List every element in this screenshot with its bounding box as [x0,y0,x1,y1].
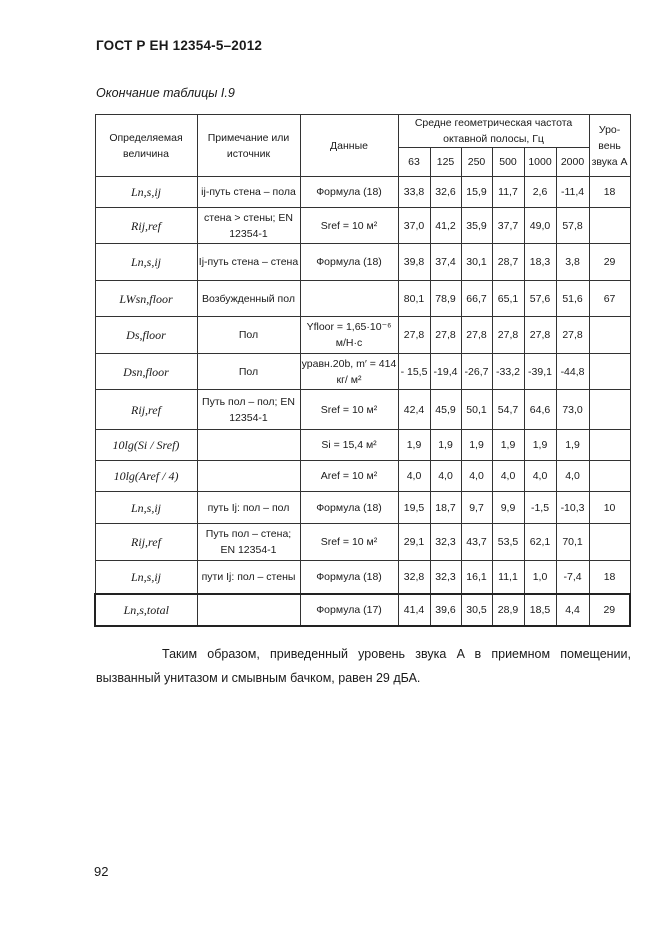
cell-value: 51,6 [556,281,589,317]
cell-level [589,524,630,561]
cell-value: 45,9 [430,390,461,430]
cell-value: 37,0 [398,208,430,244]
cell-value: 27,8 [430,317,461,354]
cell-quantity-symbol: LWsn,floor [95,281,197,317]
cell-quantity-symbol: Ln,s,ij [95,492,197,524]
cell-value: 41,2 [430,208,461,244]
table-row [95,594,630,626]
cell-level [589,354,630,390]
header-freq: 125 [430,148,461,177]
cell-value: -7,4 [556,561,589,594]
cell-value: 4,4 [556,594,589,626]
cell-quantity-symbol: 10lg(Si / Sref) [95,430,197,461]
cell-level [589,461,630,492]
table-caption: Окончание таблицы I.9 [96,86,235,100]
cell-value: -44,8 [556,354,589,390]
cell-level: 29 [589,244,630,281]
header-freq: 500 [492,148,524,177]
table-row [95,390,630,430]
cell-level [589,208,630,244]
cell-value: 2,6 [524,177,556,208]
cell-note: Путь пол – стена; EN 12354-1 [197,524,300,561]
cell-value: 37,4 [430,244,461,281]
cell-data: Формула (18) [300,561,398,594]
table-row [95,561,630,594]
cell-value: 57,8 [556,208,589,244]
cell-value: 30,1 [461,244,492,281]
cell-data: Формула (17) [300,594,398,626]
cell-value: 27,8 [492,317,524,354]
cell-note: Пол [197,317,300,354]
cell-level: 18 [589,561,630,594]
table-row [95,492,630,524]
table-row [95,244,630,281]
cell-quantity-symbol: 10lg(Aref / 4) [95,461,197,492]
table-row [95,430,630,461]
cell-note: Возбужденный пол [197,281,300,317]
cell-value: 54,7 [492,390,524,430]
cell-level: 10 [589,492,630,524]
header-note: Примечание или источник [197,115,300,177]
cell-note: Пол [197,354,300,390]
header-level: Уро-вень звука A [589,115,630,177]
cell-value: 1,9 [398,430,430,461]
cell-value: -39,1 [524,354,556,390]
cell-level: 67 [589,281,630,317]
cell-note: Ij-путь стена – стена [197,244,300,281]
cell-quantity-symbol: Ln,s,ij [95,177,197,208]
cell-value: 27,8 [524,317,556,354]
cell-value: 29,1 [398,524,430,561]
document-code: ГОСТ Р ЕН 12354-5–2012 [96,38,263,53]
table-row [95,524,630,561]
cell-quantity-symbol: Ln,s,ij [95,244,197,281]
cell-value: 78,9 [430,281,461,317]
cell-data [300,281,398,317]
cell-value: -19,4 [430,354,461,390]
cell-value: -11,4 [556,177,589,208]
cell-value: 65,1 [492,281,524,317]
cell-value: 1,0 [524,561,556,594]
header-freq: 2000 [556,148,589,177]
cell-quantity-symbol: Rij,ref [95,524,197,561]
cell-value: -1,5 [524,492,556,524]
cell-value: 43,7 [461,524,492,561]
cell-value: 80,1 [398,281,430,317]
cell-value: 64,6 [524,390,556,430]
cell-value: 27,8 [461,317,492,354]
cell-value: 70,1 [556,524,589,561]
cell-value: 16,1 [461,561,492,594]
cell-value: - 15,5 [398,354,430,390]
cell-value: 18,3 [524,244,556,281]
cell-value: 9,9 [492,492,524,524]
cell-value: 53,5 [492,524,524,561]
cell-value: 35,9 [461,208,492,244]
table-row [95,461,630,492]
cell-level: 29 [589,594,630,626]
cell-level: 18 [589,177,630,208]
cell-value: 57,6 [524,281,556,317]
cell-value: 33,8 [398,177,430,208]
cell-value: 39,8 [398,244,430,281]
table-row [95,354,630,390]
data-table [94,114,631,627]
cell-note: стена > стены; EN 12354-1 [197,208,300,244]
cell-value: -10,3 [556,492,589,524]
cell-quantity-symbol: Rij,ref [95,208,197,244]
cell-note [197,430,300,461]
cell-value: 73,0 [556,390,589,430]
cell-value: 3,8 [556,244,589,281]
cell-note [197,461,300,492]
cell-data: Si = 15,4 м² [300,430,398,461]
cell-value: 32,3 [430,561,461,594]
cell-value: 4,0 [461,461,492,492]
cell-value: 42,4 [398,390,430,430]
cell-value: 32,6 [430,177,461,208]
cell-value: 62,1 [524,524,556,561]
table-row [95,177,630,208]
cell-note: пути Ij: пол – стены [197,561,300,594]
cell-value: 1,9 [461,430,492,461]
cell-level [589,390,630,430]
cell-value: 41,4 [398,594,430,626]
conclusion-paragraph: Таким образом, приведенный уровень звука A в приемном помещении, вызванный унитазом и смывным бачком, равен 29 дБА. [96,647,631,685]
cell-value: 4,0 [398,461,430,492]
cell-level [589,430,630,461]
cell-value: 39,6 [430,594,461,626]
cell-data: Sref = 10 м² [300,208,398,244]
cell-data: Sref = 10 м² [300,524,398,561]
cell-value: 27,8 [556,317,589,354]
cell-value: 1,9 [524,430,556,461]
cell-value: 49,0 [524,208,556,244]
cell-value: 27,8 [398,317,430,354]
cell-value: 15,9 [461,177,492,208]
header-freq: 1000 [524,148,556,177]
cell-value: 30,5 [461,594,492,626]
cell-value: 18,7 [430,492,461,524]
cell-value: 37,7 [492,208,524,244]
cell-value: 32,3 [430,524,461,561]
cell-value: 28,9 [492,594,524,626]
cell-value: 19,5 [398,492,430,524]
cell-value: 4,0 [524,461,556,492]
cell-value: 1,9 [556,430,589,461]
cell-value: 66,7 [461,281,492,317]
cell-quantity-symbol: Rij,ref [95,390,197,430]
cell-data: Формула (18) [300,244,398,281]
header-data: Данные [300,115,398,177]
cell-note: путь Ij: пол – пол [197,492,300,524]
header-freq: 63 [398,148,430,177]
cell-value: 4,0 [492,461,524,492]
cell-value: 4,0 [556,461,589,492]
cell-value: 28,7 [492,244,524,281]
page-number: 92 [94,864,109,879]
cell-value: 4,0 [430,461,461,492]
cell-data: Aref = 10 м² [300,461,398,492]
cell-data: уравн.20b, m′ = 414 кг/ м² [300,354,398,390]
table-row [95,281,630,317]
cell-quantity-symbol: Ln,s,total [95,594,197,626]
cell-value: 32,8 [398,561,430,594]
cell-value: 11,1 [492,561,524,594]
cell-value: -33,2 [492,354,524,390]
cell-data: Формула (18) [300,177,398,208]
cell-value: 1,9 [492,430,524,461]
cell-value: 50,1 [461,390,492,430]
cell-value: 1,9 [430,430,461,461]
cell-note [197,594,300,626]
cell-quantity-symbol: Ln,s,ij [95,561,197,594]
header-frequency-group: Средне геометрическая частота октавной полосы, Гц [398,115,589,148]
cell-value: 9,7 [461,492,492,524]
cell-note: Путь пол – пол; EN 12354-1 [197,390,300,430]
cell-level [589,317,630,354]
cell-value: 18,5 [524,594,556,626]
cell-data: Yfloor = 1,65·10⁻⁶ м/Н·с [300,317,398,354]
cell-data: Формула (18) [300,492,398,524]
cell-quantity-symbol: Ds,floor [95,317,197,354]
table-row [95,317,630,354]
cell-value: 11,7 [492,177,524,208]
cell-value: -26,7 [461,354,492,390]
header-quantity: Определяемая величина [95,115,197,177]
header-freq: 250 [461,148,492,177]
cell-note: ij-путь стена – пола [197,177,300,208]
table-row [95,208,630,244]
cell-quantity-symbol: Dsn,floor [95,354,197,390]
cell-data: Sref = 10 м² [300,390,398,430]
